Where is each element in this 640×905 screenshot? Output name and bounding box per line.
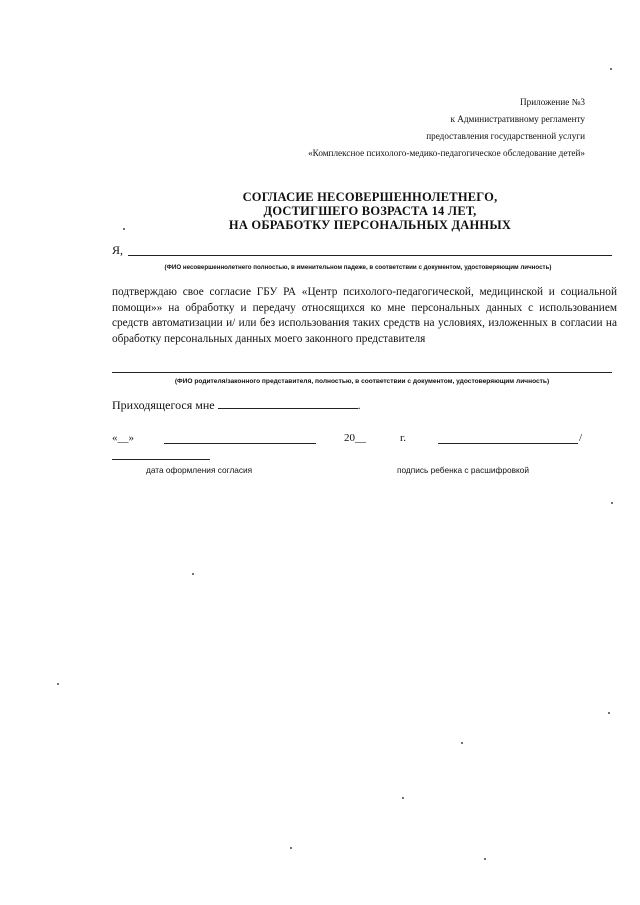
parent-name-line xyxy=(112,372,612,373)
day-field: «__» xyxy=(112,432,134,444)
document-title xyxy=(220,190,520,232)
relation-field xyxy=(112,398,361,413)
date-caption: дата оформления согласия xyxy=(146,465,253,475)
scan-speck xyxy=(611,502,613,504)
signature-slash: / xyxy=(579,432,583,444)
ya-label: Я, xyxy=(112,243,124,257)
date-signature-row xyxy=(112,432,612,452)
scan-speck xyxy=(402,797,404,799)
appendix-number: Приложение №3 xyxy=(520,97,585,107)
signature-line xyxy=(438,443,578,444)
signature-caption: подпись ребенка с расшифровкой xyxy=(397,465,529,475)
minor-name-field xyxy=(112,243,612,259)
minor-name-line xyxy=(128,255,612,256)
consent-paragraph: подтверждаю свое согласие ГБУ РА «Центр психолого-педагогической, медицинской и социальной помощи»» на обработку и передачу относящихся ко мне персональных данных с использованием средств автоматизации и/ или без использования таких средств на условиях, изложенных в согласии на обработку персональных данных моего законного представителя xyxy=(112,286,617,345)
appendix-service: предоставления государственной услуги xyxy=(426,131,585,141)
date-underline xyxy=(112,459,210,460)
appendix-service-name: «Комплексное психолого-медико-педагогическое обследование детей» xyxy=(308,148,585,158)
scan-speck xyxy=(290,847,292,849)
relation-end: . xyxy=(357,398,361,412)
appendix-header xyxy=(225,94,585,162)
year-field: 20__ xyxy=(344,432,366,444)
scan-speck xyxy=(608,712,610,714)
scan-speck xyxy=(57,683,59,685)
scan-speck xyxy=(461,742,463,744)
title-line-3: НА ОБРАБОТКУ ПЕРСОНАЛЬНЫХ ДАННЫХ xyxy=(228,218,512,232)
title-line-2: ДОСТИГШЕГО ВОЗРАСТА 14 ЛЕТ, xyxy=(263,204,477,218)
month-line xyxy=(164,443,316,444)
minor-name-caption: (ФИО несовершеннолетнего полностью, в именительном падеже, в соответствии с документом, удостоверяющим личность) xyxy=(164,264,552,271)
year-suffix: г. xyxy=(400,432,407,444)
appendix-regulation: к Административному регламенту xyxy=(450,114,585,124)
scan-speck xyxy=(123,228,125,230)
title-line-1: СОГЛАСИЕ НЕСОВЕРШЕННОЛЕТНЕГО, xyxy=(242,190,498,204)
parent-name-caption: (ФИО родителя/законного представителя, полностью, в соответствии с документом, удостоверяющим личность) xyxy=(174,378,550,385)
scan-speck xyxy=(484,858,486,860)
relation-blank xyxy=(218,398,358,409)
scan-speck xyxy=(192,573,194,575)
scan-speck xyxy=(610,68,612,70)
relation-label: Приходящегося мне xyxy=(112,398,215,412)
